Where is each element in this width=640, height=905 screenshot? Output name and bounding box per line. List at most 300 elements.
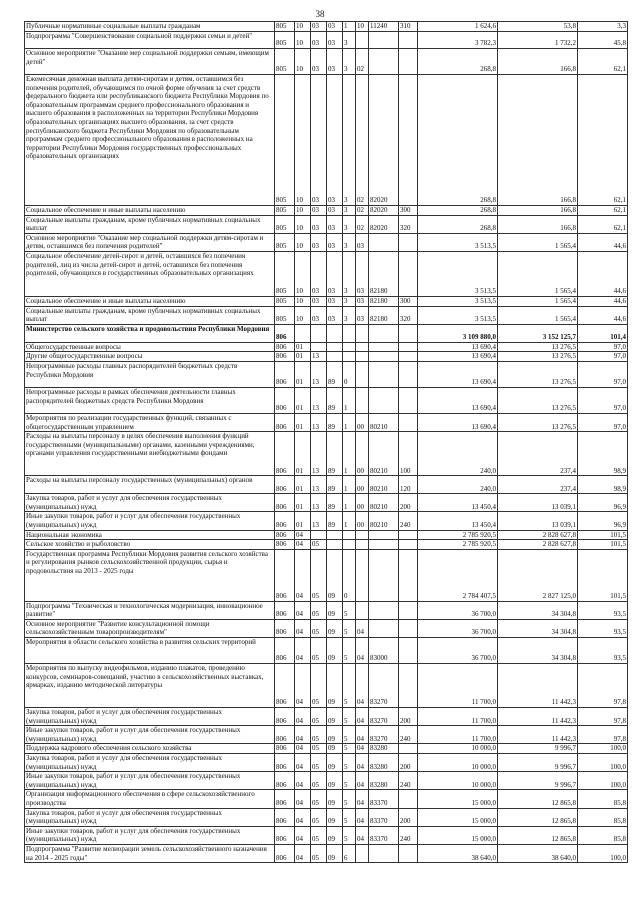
row-percent: 93,5 [578, 619, 628, 637]
row-rz: 04 [295, 619, 311, 637]
row-fact: 2 827 125,0 [498, 549, 578, 601]
row-program: 09 [327, 619, 343, 637]
row-subprogram: 3 [343, 306, 356, 324]
row-vr [399, 361, 418, 387]
row-program: 03 [327, 251, 343, 296]
row-percent: 44,6 [578, 306, 628, 324]
table-row [25, 619, 628, 637]
row-gr: 806 [275, 744, 295, 754]
row-direction [369, 342, 399, 352]
row-percent: 44,6 [578, 296, 628, 306]
row-fact: 13 276,5 [498, 361, 578, 387]
row-plan: 10 000,0 [418, 754, 498, 772]
row-name: Расходы на выплаты персоналу государственных (муниципальных) органов [25, 476, 275, 494]
row-plan: 240,0 [418, 432, 498, 476]
row-name: Иные закупки товаров, работ и услуг для обеспечения государственных (муниципальных) нужд [25, 772, 275, 790]
row-pr: 05 [311, 754, 327, 772]
table-row [25, 826, 628, 844]
row-fact: 1 565,4 [498, 306, 578, 324]
row-gr: 805 [275, 75, 295, 206]
row-fact: 9 996,7 [498, 772, 578, 790]
row-fact: 237,4 [498, 432, 578, 476]
row-pr: 13 [311, 413, 327, 431]
row-name: Закупка товаров, работ и услуг для обеспечения государственных (муниципальных) нужд [25, 754, 275, 772]
row-plan: 15 000,0 [418, 826, 498, 844]
row-direction: 80210 [369, 476, 399, 494]
row-pr: 03 [311, 32, 327, 49]
table-body [25, 22, 628, 863]
row-event: 00 [356, 413, 369, 431]
row-direction [369, 361, 399, 387]
row-program: 09 [327, 844, 343, 862]
row-direction: 83270 [369, 726, 399, 744]
row-gr: 806 [275, 790, 295, 808]
row-vr: 240 [399, 826, 418, 844]
table-row [25, 476, 628, 494]
row-subprogram: 1 [343, 512, 356, 530]
row-event: 04 [356, 826, 369, 844]
row-plan: 13 690,4 [418, 342, 498, 352]
row-rz: 04 [295, 772, 311, 790]
row-subprogram: 0 [343, 361, 356, 387]
table-row [25, 844, 628, 862]
row-percent: 85,8 [578, 808, 628, 826]
row-pr: 13 [311, 352, 327, 362]
row-event: 04 [356, 664, 369, 708]
table-row [25, 361, 628, 387]
row-direction: 83370 [369, 790, 399, 808]
row-vr: 240 [399, 512, 418, 530]
row-direction [369, 549, 399, 601]
table-row [25, 540, 628, 550]
row-fact: 166,8 [498, 206, 578, 216]
row-program: 03 [327, 233, 343, 251]
row-subprogram [343, 540, 356, 550]
row-gr: 806 [275, 844, 295, 862]
row-pr [311, 530, 327, 540]
row-rz: 10 [295, 75, 311, 206]
row-program [327, 530, 343, 540]
row-gr: 806 [275, 808, 295, 826]
row-percent: 97,8 [578, 726, 628, 744]
row-pr: 03 [311, 233, 327, 251]
row-program: 89 [327, 512, 343, 530]
budget-table [24, 21, 628, 863]
row-name: Закупка товаров, работ и услуг для обеспечения государственных (муниципальных) нужд [25, 808, 275, 826]
row-event: 03 [356, 296, 369, 306]
row-plan: 2 785 920,5 [418, 540, 498, 550]
row-direction [369, 233, 399, 251]
table-row [25, 49, 628, 75]
row-gr: 806 [275, 708, 295, 726]
row-rz: 04 [295, 744, 311, 754]
table-row [25, 530, 628, 540]
row-plan: 268,8 [418, 215, 498, 233]
row-plan: 36 700,0 [418, 638, 498, 664]
row-name: Государственная программа Республики Мордовия развития сельского хозяйства и регулирования рынков сельскохозяйственной продукции, сырья и продовольствия на 2013 - 2025 годы [25, 549, 275, 601]
table-row [25, 352, 628, 362]
row-name: Иные закупки товаров, работ и услуг для обеспечения государственных (муниципальных) нужд [25, 512, 275, 530]
table-row [25, 638, 628, 664]
row-event: 04 [356, 708, 369, 726]
row-name: Непрограммные расходы главных распорядителей бюджетных средств Республики Мордовия [25, 361, 275, 387]
row-fact: 1 565,4 [498, 233, 578, 251]
row-subprogram: 1 [343, 22, 356, 32]
row-event: 04 [356, 754, 369, 772]
row-direction: 80210 [369, 512, 399, 530]
row-fact: 34 304,8 [498, 638, 578, 664]
row-plan: 15 000,0 [418, 790, 498, 808]
row-vr: 300 [399, 296, 418, 306]
row-vr: 200 [399, 494, 418, 512]
row-gr: 805 [275, 215, 295, 233]
row-subprogram: 0 [343, 549, 356, 601]
row-name: Социальное обеспечение и иные выплаты населению [25, 296, 275, 306]
row-vr [399, 540, 418, 550]
row-pr [311, 324, 327, 342]
row-subprogram: 5 [343, 664, 356, 708]
row-subprogram [343, 352, 356, 362]
row-direction: 82020 [369, 75, 399, 206]
row-fact: 12 865,8 [498, 826, 578, 844]
row-event [356, 540, 369, 550]
row-fact: 166,8 [498, 215, 578, 233]
row-rz: 10 [295, 32, 311, 49]
row-percent: 93,5 [578, 638, 628, 664]
row-vr: 240 [399, 726, 418, 744]
row-vr [399, 251, 418, 296]
row-gr: 805 [275, 251, 295, 296]
row-name: Расходы на выплаты персоналу в целях обеспечения выполнения функций государственными (муниципальными) органами, казенными учреждениями, органами управления государственными внебюджетными фондами [25, 432, 275, 476]
row-percent: 62,1 [578, 215, 628, 233]
row-direction [369, 844, 399, 862]
row-rz: 10 [295, 296, 311, 306]
row-name: Основное мероприятие "Оказание мер социальной поддержки семьям, имеющим детей" [25, 49, 275, 75]
row-program: 09 [327, 808, 343, 826]
row-rz [295, 324, 311, 342]
row-name: Другие общегосударственные вопросы [25, 352, 275, 362]
table-row [25, 306, 628, 324]
row-plan: 1 624,6 [418, 22, 498, 32]
row-rz: 01 [295, 494, 311, 512]
row-rz: 01 [295, 432, 311, 476]
row-program: 09 [327, 638, 343, 664]
row-plan: 13 690,4 [418, 413, 498, 431]
row-direction: 83370 [369, 826, 399, 844]
row-event: 02 [356, 206, 369, 216]
row-rz: 01 [295, 512, 311, 530]
row-percent: 97,0 [578, 342, 628, 352]
table-row [25, 754, 628, 772]
row-vr: 240 [399, 772, 418, 790]
row-percent: 85,8 [578, 790, 628, 808]
row-subprogram: 1 [343, 432, 356, 476]
row-program: 09 [327, 772, 343, 790]
row-percent: 100,0 [578, 772, 628, 790]
row-subprogram: 1 [343, 476, 356, 494]
row-rz: 04 [295, 664, 311, 708]
table-row [25, 494, 628, 512]
row-gr: 805 [275, 22, 295, 32]
row-name: Ежемесячная денежная выплата детям-сиротам и детям, оставшимся без попечения родителей, обучающимся по очной форме обучения за счет средств федерального бюджета или республиканского бюджета Республики Мордовия по образовательным программам среднего профессионального образования и высшего образования в расположенных на территории Республики Мордовия образовательных организациях высшего образования, за счет средств республиканского бюджета Республики Мордовия по образовательным программам среднего профессионального образования в расположенных на территории Республики Мордовия государственных профессиональных образовательных организациях [25, 75, 275, 206]
row-pr: 05 [311, 601, 327, 619]
row-direction: 83280 [369, 744, 399, 754]
row-gr: 806 [275, 664, 295, 708]
row-rz: 04 [295, 754, 311, 772]
row-percent: 85,8 [578, 826, 628, 844]
row-pr: 05 [311, 772, 327, 790]
row-vr: 310 [399, 22, 418, 32]
row-program: 03 [327, 206, 343, 216]
row-event: 04 [356, 726, 369, 744]
row-vr [399, 530, 418, 540]
row-name: Организация информационного обеспечения в сфере сельскохозяйственного производства [25, 790, 275, 808]
table-row [25, 32, 628, 49]
row-plan: 3 513,5 [418, 233, 498, 251]
row-plan: 15 000,0 [418, 808, 498, 826]
row-gr: 805 [275, 296, 295, 306]
row-event [356, 601, 369, 619]
row-direction: 80210 [369, 494, 399, 512]
row-percent: 98,9 [578, 476, 628, 494]
row-rz: 04 [295, 601, 311, 619]
row-plan: 38 640,0 [418, 844, 498, 862]
row-subprogram: 5 [343, 744, 356, 754]
row-program: 09 [327, 790, 343, 808]
row-percent: 100,0 [578, 844, 628, 862]
row-plan: 240,0 [418, 476, 498, 494]
row-pr: 03 [311, 22, 327, 32]
row-event: 04 [356, 772, 369, 790]
row-plan: 36 700,0 [418, 619, 498, 637]
row-name: Мероприятия по выпуску видеофильмов, изданию плакатов, проведению конкурсов, семинаров-совещаний, участию в сельскохозяйственных выставках, ярмарках, изданию методической литературы [25, 664, 275, 708]
row-percent: 101,5 [578, 540, 628, 550]
row-subprogram: 5 [343, 808, 356, 826]
row-pr: 13 [311, 512, 327, 530]
row-percent: 44,6 [578, 233, 628, 251]
row-name: Иные закупки товаров, работ и услуг для обеспечения государственных (муниципальных) нужд [25, 826, 275, 844]
row-subprogram: 1 [343, 413, 356, 431]
row-event [356, 530, 369, 540]
row-plan: 268,8 [418, 206, 498, 216]
row-rz: 10 [295, 22, 311, 32]
row-plan: 3 109 880,0 [418, 324, 498, 342]
row-plan: 13 450,4 [418, 512, 498, 530]
row-fact: 53,8 [498, 22, 578, 32]
row-direction: 82180 [369, 251, 399, 296]
row-pr: 05 [311, 664, 327, 708]
row-gr: 806 [275, 361, 295, 387]
row-pr: 05 [311, 708, 327, 726]
row-event: 02 [356, 75, 369, 206]
row-gr: 805 [275, 206, 295, 216]
row-name: Закупка товаров, работ и услуг для обеспечения государственных (муниципальных) нужд [25, 708, 275, 726]
row-plan: 3 782,3 [418, 32, 498, 49]
row-rz: 10 [295, 251, 311, 296]
row-rz: 01 [295, 387, 311, 413]
row-rz: 10 [295, 306, 311, 324]
row-program: 03 [327, 215, 343, 233]
row-program [327, 540, 343, 550]
row-vr [399, 233, 418, 251]
row-name: Основное мероприятие "Оказание мер социальной поддержки детям-сиротам и детям, оставшимся без попечения родителей" [25, 233, 275, 251]
row-subprogram: 3 [343, 49, 356, 75]
row-fact: 3 152 125,7 [498, 324, 578, 342]
row-subprogram: 5 [343, 708, 356, 726]
row-name: Социальные выплаты гражданам, кроме публичных нормативных социальных выплат [25, 306, 275, 324]
row-vr: 200 [399, 708, 418, 726]
row-subprogram: 5 [343, 619, 356, 637]
row-subprogram: 3 [343, 32, 356, 49]
row-vr [399, 601, 418, 619]
row-percent: 45,8 [578, 32, 628, 49]
row-pr: 05 [311, 619, 327, 637]
row-vr: 320 [399, 215, 418, 233]
row-percent: 93,5 [578, 601, 628, 619]
row-fact: 166,8 [498, 49, 578, 75]
row-vr [399, 32, 418, 49]
row-gr: 805 [275, 49, 295, 75]
row-fact: 2 828 627,8 [498, 530, 578, 540]
row-percent: 101,4 [578, 324, 628, 342]
row-rz: 01 [295, 361, 311, 387]
row-direction: 82020 [369, 206, 399, 216]
row-gr: 806 [275, 826, 295, 844]
row-rz: 04 [295, 826, 311, 844]
row-name: Сельское хозяйство и рыболовство [25, 540, 275, 550]
row-name: Министерство сельского хозяйства и продовольствия Республики Мордовия [25, 324, 275, 342]
row-plan: 268,8 [418, 75, 498, 206]
row-plan: 11 700,0 [418, 726, 498, 744]
row-fact: 166,8 [498, 75, 578, 206]
row-direction [369, 352, 399, 362]
row-name: Социальные выплаты гражданам, кроме публичных нормативных социальных выплат [25, 215, 275, 233]
row-program: 03 [327, 32, 343, 49]
row-rz: 10 [295, 215, 311, 233]
row-pr: 03 [311, 251, 327, 296]
row-vr [399, 664, 418, 708]
row-vr: 100 [399, 432, 418, 476]
row-pr: 13 [311, 476, 327, 494]
row-direction: 11240 [369, 22, 399, 32]
row-event: 04 [356, 619, 369, 637]
row-name: Подпрограмма "Совершенствование социальной поддержки семьи и детей" [25, 32, 275, 49]
table-row [25, 772, 628, 790]
row-program: 09 [327, 726, 343, 744]
row-fact: 237,4 [498, 476, 578, 494]
row-direction: 83280 [369, 754, 399, 772]
row-gr: 806 [275, 601, 295, 619]
row-direction [369, 32, 399, 49]
row-fact: 2 828 627,8 [498, 540, 578, 550]
row-name: Подпрограмма "Техническая и технологическая модернизация, инновационное развитие" [25, 601, 275, 619]
row-gr: 806 [275, 413, 295, 431]
row-fact: 13 039,1 [498, 494, 578, 512]
row-plan: 11 700,0 [418, 664, 498, 708]
row-subprogram: 5 [343, 754, 356, 772]
row-fact: 34 304,8 [498, 619, 578, 637]
row-gr: 805 [275, 32, 295, 49]
row-vr: 200 [399, 754, 418, 772]
row-rz: 04 [295, 708, 311, 726]
row-program: 03 [327, 296, 343, 306]
row-gr: 806 [275, 638, 295, 664]
row-percent: 62,1 [578, 206, 628, 216]
row-program: 09 [327, 549, 343, 601]
row-vr: 300 [399, 206, 418, 216]
row-pr: 05 [311, 844, 327, 862]
row-program: 89 [327, 413, 343, 431]
row-program: 09 [327, 744, 343, 754]
row-gr: 806 [275, 476, 295, 494]
row-subprogram: 5 [343, 826, 356, 844]
row-vr [399, 413, 418, 431]
row-fact: 13 039,1 [498, 512, 578, 530]
row-rz: 01 [295, 352, 311, 362]
row-subprogram: 5 [343, 772, 356, 790]
row-direction: 82020 [369, 215, 399, 233]
row-pr: 03 [311, 306, 327, 324]
row-pr: 03 [311, 49, 327, 75]
row-percent: 97,8 [578, 708, 628, 726]
row-name: Иные закупки товаров, работ и услуг для обеспечения государственных (муниципальных) нужд [25, 726, 275, 744]
row-event: 03 [356, 233, 369, 251]
row-pr: 03 [311, 206, 327, 216]
row-percent: 97,0 [578, 387, 628, 413]
row-subprogram: 5 [343, 638, 356, 664]
row-rz: 04 [295, 530, 311, 540]
row-event: 04 [356, 638, 369, 664]
row-rz: 04 [295, 790, 311, 808]
row-event: 03 [356, 306, 369, 324]
table-row [25, 75, 628, 206]
row-name: Мероприятия в области сельского хозяйства в развития сельских территорий [25, 638, 275, 664]
row-rz: 10 [295, 49, 311, 75]
row-gr: 806 [275, 387, 295, 413]
row-pr: 05 [311, 540, 327, 550]
row-pr: 03 [311, 215, 327, 233]
row-percent: 101,5 [578, 549, 628, 601]
row-subprogram: 3 [343, 75, 356, 206]
row-event [356, 549, 369, 601]
table-row [25, 601, 628, 619]
row-vr [399, 324, 418, 342]
row-gr: 806 [275, 324, 295, 342]
row-percent: 96,9 [578, 494, 628, 512]
row-percent: 100,0 [578, 754, 628, 772]
row-plan: 11 700,0 [418, 708, 498, 726]
row-gr: 806 [275, 619, 295, 637]
row-event: 04 [356, 744, 369, 754]
row-program: 03 [327, 306, 343, 324]
table-row [25, 790, 628, 808]
row-name: Социальное обеспечение детей-сирот и детей, оставшихся без попечения родителей, лиц из числа детей-сирот и детей, оставшихся без попечения родителей, обучающихся в государственных образовательных организациях [25, 251, 275, 296]
row-direction: 83370 [369, 808, 399, 826]
row-fact: 11 442,3 [498, 664, 578, 708]
row-vr [399, 549, 418, 601]
row-name: Подпрограмма "Развитие мелиорации земель сельскохозяйственного назначения на 2014 - 2025 годы" [25, 844, 275, 862]
row-event: 00 [356, 432, 369, 476]
row-subprogram [343, 342, 356, 352]
row-subprogram: 3 [343, 296, 356, 306]
row-program: 89 [327, 432, 343, 476]
row-fact: 12 865,8 [498, 808, 578, 826]
row-percent: 98,9 [578, 432, 628, 476]
row-event [356, 361, 369, 387]
row-program: 09 [327, 664, 343, 708]
row-percent: 97,0 [578, 413, 628, 431]
row-vr [399, 619, 418, 637]
